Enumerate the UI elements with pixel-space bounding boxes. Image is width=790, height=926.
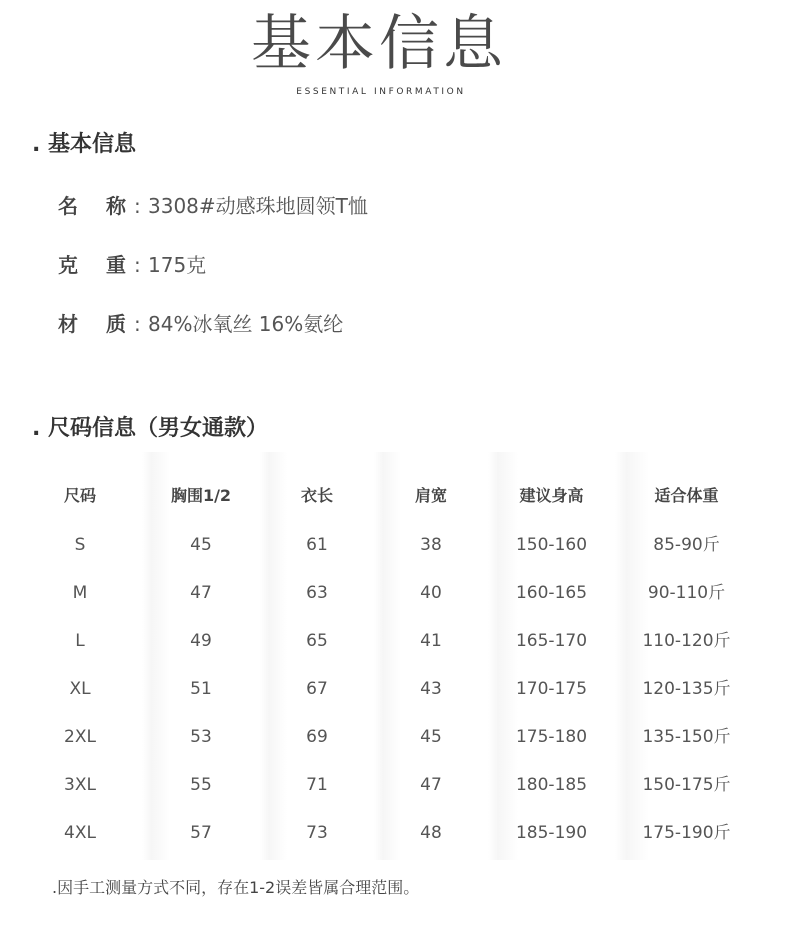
- size-table-cell: 45: [420, 727, 442, 747]
- page-subtitle: ESSENTIAL INFORMATION: [296, 87, 466, 97]
- info-row-material: [58, 310, 343, 338]
- info-value-material: 84%冰氧丝 16%氨纶: [148, 312, 344, 336]
- size-table-column: [488, 452, 615, 860]
- page-title: 基本信息: [251, 9, 507, 79]
- size-table-column: [615, 452, 758, 860]
- size-table-cell: 71: [306, 775, 328, 795]
- size-table-cell: 120-135斤: [642, 679, 731, 699]
- size-table-cell: 65: [306, 631, 328, 651]
- size-table-cell: 170-175: [515, 679, 588, 699]
- size-table-header: 适合体重: [654, 486, 719, 505]
- size-table-cell: 53: [190, 727, 212, 747]
- info-label-b: 质: [106, 312, 126, 336]
- size-table-cell: S: [74, 535, 86, 555]
- size-table-cell: 3XL: [64, 775, 96, 795]
- size-table-cell: 48: [420, 823, 442, 843]
- size-table-column: [260, 452, 374, 860]
- size-table-cell: M: [72, 583, 88, 603]
- size-table-cell: 135-150斤: [642, 727, 731, 747]
- info-colon: :: [134, 253, 141, 277]
- info-label-a: 克: [58, 253, 78, 277]
- size-table-cell: XL: [69, 679, 91, 699]
- size-table-column: [18, 452, 142, 860]
- size-table-cell: 90-110斤: [647, 583, 726, 603]
- size-table-header: 尺码: [63, 486, 96, 505]
- info-label-b: 重: [106, 253, 126, 277]
- size-table-cell: 45: [190, 535, 212, 555]
- size-table-cell: 55: [190, 775, 212, 795]
- info-label-a: 名: [58, 194, 78, 218]
- size-table-cell: 41: [420, 631, 442, 651]
- size-table-cell: 49: [190, 631, 212, 651]
- size-table-cell: 175-190斤: [642, 823, 731, 843]
- size-table-cell: 180-185: [515, 775, 588, 795]
- size-table-cell: 67: [306, 679, 328, 699]
- measurement-note: .因手工测量方式不同，存在1-2误差皆属合理范围。: [52, 878, 420, 897]
- info-colon: :: [134, 312, 141, 336]
- info-row-weight: [58, 251, 206, 279]
- info-label-b: 称: [106, 194, 126, 218]
- size-table-header: 衣长: [300, 486, 333, 505]
- size-info-heading: . 尺码信息（男女通款）: [32, 416, 269, 441]
- info-label-a: 材: [58, 312, 78, 336]
- size-table-cell: 165-170: [515, 631, 588, 651]
- size-table-cell: 47: [420, 775, 442, 795]
- size-table-header: 肩宽: [414, 486, 447, 505]
- size-table-cell: 43: [420, 679, 442, 699]
- size-table-cell: 2XL: [64, 727, 96, 747]
- size-table-cell: 160-165: [515, 583, 588, 603]
- size-table-cell: 57: [190, 823, 212, 843]
- size-table-header: 胸围1/2: [170, 486, 232, 505]
- size-table-cell: 175-180: [515, 727, 588, 747]
- size-table-cell: 4XL: [64, 823, 96, 843]
- size-table-cell: L: [75, 631, 85, 651]
- info-colon: :: [134, 194, 141, 218]
- basic-info-heading: . 基本信息: [32, 132, 137, 157]
- size-table-cell: 73: [306, 823, 328, 843]
- info-value-name: 3308#动感珠地圆领T恤: [148, 194, 368, 218]
- size-table-cell: 47: [190, 583, 212, 603]
- size-table-cell: 150-175斤: [642, 775, 731, 795]
- size-table-cell: 185-190: [515, 823, 588, 843]
- size-table-cell: 63: [306, 583, 328, 603]
- size-table-cell: 150-160: [515, 535, 588, 555]
- size-table-cell: 61: [306, 535, 328, 555]
- size-table-cell: 38: [420, 535, 442, 555]
- size-table: [18, 452, 758, 860]
- size-table-column: [374, 452, 488, 860]
- size-table-header: 建议身高: [519, 486, 584, 505]
- size-table-cell: 85-90斤: [653, 535, 720, 555]
- size-table-column: [142, 452, 260, 860]
- size-table-cell: 40: [420, 583, 442, 603]
- info-value-weight: 175克: [148, 253, 207, 277]
- size-table-cell: 51: [190, 679, 212, 699]
- size-table-cell: 69: [306, 727, 328, 747]
- info-row-name: [58, 192, 368, 220]
- size-table-cell: 110-120斤: [642, 631, 731, 651]
